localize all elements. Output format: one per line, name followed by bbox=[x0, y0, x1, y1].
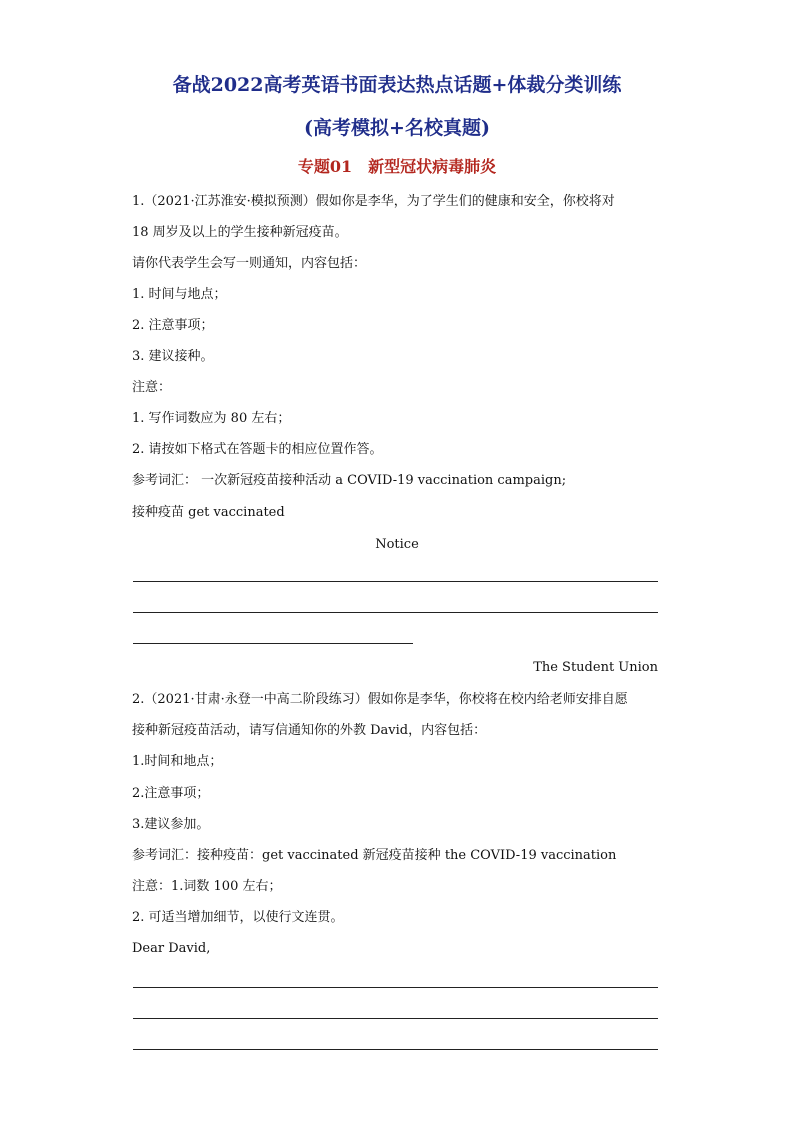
answer-line bbox=[133, 1018, 658, 1019]
q2-line: 2. 可适当增加细节，以使行文连贯。 bbox=[132, 910, 344, 925]
answer-line bbox=[133, 987, 658, 988]
q1-line: 接种疫苗 get vaccinated bbox=[132, 505, 285, 520]
q2-line: 2.（2021·甘肃·永登一中高二阶段练习）假如你是李华，你校将在校内给老师安排自愿 bbox=[132, 692, 628, 707]
q2-line: 注意：1.词数 100 左右； bbox=[132, 879, 282, 894]
q2-line: 参考词汇：接种疫苗：get vaccinated 新冠疫苗接种 the COVID-19 vaccination bbox=[132, 848, 617, 863]
q1-line: 1. 写作词数应为 80 左右； bbox=[132, 411, 291, 426]
q2-line: 3.建议参加。 bbox=[132, 817, 210, 832]
document-subtitle: (高考模拟+名校真题) bbox=[304, 117, 490, 139]
q1-line: 18 周岁及以上的学生接种新冠疫苗。 bbox=[132, 225, 348, 240]
q2-line: 接种新冠疫苗活动，请写信通知你的外教 David，内容包括： bbox=[132, 723, 487, 738]
answer-line bbox=[133, 1049, 658, 1050]
q1-line: 2. 注意事项； bbox=[132, 318, 214, 333]
q1-line: 请你代表学生会写一则通知，内容包括： bbox=[132, 256, 367, 271]
q1-line: 1.（2021·江苏淮安·模拟预测）假如你是李华，为了学生们的健康和安全，你校将对 bbox=[132, 194, 615, 209]
q1-line: 3. 建议接种。 bbox=[132, 349, 214, 364]
document-title: 备战2022高考英语书面表达热点话题+体裁分类训练 bbox=[172, 74, 622, 96]
q1-line: 参考词汇： 一次新冠疫苗接种活动 a COVID-19 vaccination campaign; bbox=[132, 473, 567, 488]
q2-line: 1.时间和地点； bbox=[132, 754, 223, 769]
q1-line: 2. 请按如下格式在答题卡的相应位置作答。 bbox=[132, 442, 383, 457]
topic-heading: 专题01 新型冠状病毒肺炎 bbox=[297, 157, 497, 176]
letter-salutation: Dear David, bbox=[132, 941, 211, 956]
answer-line bbox=[133, 612, 658, 613]
notice-heading: Notice bbox=[375, 537, 419, 552]
q1-line: 注意： bbox=[132, 380, 172, 395]
answer-line bbox=[133, 643, 413, 644]
q2-line: 2.注意事项； bbox=[132, 786, 210, 801]
answer-line bbox=[133, 581, 658, 582]
q1-line: 1. 时间与地点； bbox=[132, 287, 227, 302]
notice-signature: The Student Union bbox=[533, 660, 658, 675]
